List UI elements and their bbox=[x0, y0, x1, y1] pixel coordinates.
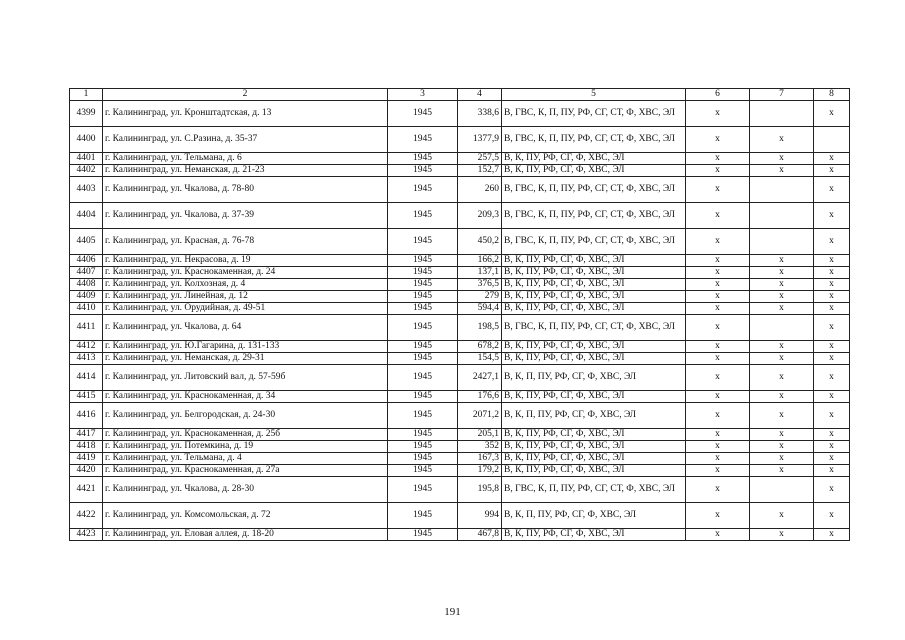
column-header-5: 5 bbox=[502, 89, 686, 101]
address-cell: г. Калининград, ул. Неманская, д. 29-31 bbox=[103, 353, 388, 365]
utilities-cell: В, К, П, ПУ, РФ, СГ, Ф, ХВС, ЭЛ bbox=[502, 503, 686, 529]
table-row bbox=[70, 291, 850, 303]
mark-col-8-cell: x bbox=[814, 391, 850, 403]
column-header-8: 8 bbox=[814, 89, 850, 101]
utilities-cell: В, К, ПУ, РФ, СГ, Ф, ХВС, ЭЛ bbox=[502, 353, 686, 365]
mark-col-7-cell: x bbox=[750, 127, 814, 153]
address-cell: г. Калининград, ул. Линейная, д. 12 bbox=[103, 291, 388, 303]
table-row bbox=[70, 465, 850, 477]
row-number-cell: 4419 bbox=[70, 453, 103, 465]
mark-col-6-cell: x bbox=[686, 153, 750, 165]
year-built-cell: 1945 bbox=[388, 529, 458, 541]
address-cell: г. Калининград, ул. Еловая аллея, д. 18-20 bbox=[103, 529, 388, 541]
mark-col-8-cell: x bbox=[814, 267, 850, 279]
address-cell: г. Калининград, ул. Краснокаменная, д. 34 bbox=[103, 391, 388, 403]
mark-col-6-cell: x bbox=[686, 279, 750, 291]
row-number-cell: 4409 bbox=[70, 291, 103, 303]
row-number-cell: 4417 bbox=[70, 429, 103, 441]
address-cell: г. Калининград, ул. Чкалова, д. 37-39 bbox=[103, 203, 388, 229]
mark-col-8-cell: x bbox=[814, 503, 850, 529]
mark-col-6-cell: x bbox=[686, 529, 750, 541]
row-number-cell: 4414 bbox=[70, 365, 103, 391]
column-header-1: 1 bbox=[70, 89, 103, 101]
row-number-cell: 4423 bbox=[70, 529, 103, 541]
table-row bbox=[70, 177, 850, 203]
row-number-cell: 4399 bbox=[70, 101, 103, 127]
mark-col-8-cell bbox=[814, 127, 850, 153]
table-row bbox=[70, 303, 850, 315]
table-row bbox=[70, 267, 850, 279]
year-built-cell: 1945 bbox=[388, 315, 458, 341]
row-number-cell: 4410 bbox=[70, 303, 103, 315]
mark-col-8-cell: x bbox=[814, 279, 850, 291]
mark-col-7-cell bbox=[750, 101, 814, 127]
table-row bbox=[70, 165, 850, 177]
mark-col-8-cell: x bbox=[814, 441, 850, 453]
address-cell: г. Калининград, ул. Кронштадтская, д. 13 bbox=[103, 101, 388, 127]
utilities-cell: В, К, ПУ, РФ, СГ, Ф, ХВС, ЭЛ bbox=[502, 279, 686, 291]
table-row bbox=[70, 203, 850, 229]
mark-col-6-cell: x bbox=[686, 477, 750, 503]
mark-col-7-cell: x bbox=[750, 291, 814, 303]
address-cell: г. Калининград, ул. С.Разина, д. 35-37 bbox=[103, 127, 388, 153]
area-cell: 166,2 bbox=[458, 255, 502, 267]
mark-col-8-cell: x bbox=[814, 477, 850, 503]
area-cell: 467,8 bbox=[458, 529, 502, 541]
utilities-cell: В, К, ПУ, РФ, СГ, Ф, ХВС, ЭЛ bbox=[502, 291, 686, 303]
year-built-cell: 1945 bbox=[388, 153, 458, 165]
year-built-cell: 1945 bbox=[388, 229, 458, 255]
mark-col-6-cell: x bbox=[686, 315, 750, 341]
area-cell: 176,6 bbox=[458, 391, 502, 403]
row-number-cell: 4412 bbox=[70, 341, 103, 353]
utilities-cell: В, К, ПУ, РФ, СГ, Ф, ХВС, ЭЛ bbox=[502, 165, 686, 177]
mark-col-8-cell: x bbox=[814, 529, 850, 541]
mark-col-6-cell: x bbox=[686, 341, 750, 353]
mark-col-8-cell: x bbox=[814, 291, 850, 303]
mark-col-6-cell: x bbox=[686, 503, 750, 529]
mark-col-8-cell: x bbox=[814, 229, 850, 255]
mark-col-6-cell: x bbox=[686, 453, 750, 465]
row-number-cell: 4418 bbox=[70, 441, 103, 453]
row-number-cell: 4407 bbox=[70, 267, 103, 279]
mark-col-6-cell: x bbox=[686, 465, 750, 477]
row-number-cell: 4415 bbox=[70, 391, 103, 403]
mark-col-8-cell: x bbox=[814, 341, 850, 353]
address-cell: г. Калининград, ул. Краснокаменная, д. 25б bbox=[103, 429, 388, 441]
utilities-cell: В, К, ПУ, РФ, СГ, Ф, ХВС, ЭЛ bbox=[502, 429, 686, 441]
area-cell: 209,3 bbox=[458, 203, 502, 229]
year-built-cell: 1945 bbox=[388, 503, 458, 529]
table-row bbox=[70, 441, 850, 453]
mark-col-8-cell: x bbox=[814, 429, 850, 441]
area-cell: 338,6 bbox=[458, 101, 502, 127]
mark-col-6-cell: x bbox=[686, 165, 750, 177]
mark-col-7-cell: x bbox=[750, 529, 814, 541]
table-header-row bbox=[70, 89, 850, 101]
mark-col-7-cell: x bbox=[750, 353, 814, 365]
mark-col-7-cell bbox=[750, 203, 814, 229]
year-built-cell: 1945 bbox=[388, 465, 458, 477]
year-built-cell: 1945 bbox=[388, 441, 458, 453]
year-built-cell: 1945 bbox=[388, 267, 458, 279]
mark-col-8-cell: x bbox=[814, 101, 850, 127]
mark-col-6-cell: x bbox=[686, 127, 750, 153]
address-cell: г. Калининград, ул. Белгородская, д. 24-30 bbox=[103, 403, 388, 429]
utilities-cell: В, ГВС, К, П, ПУ, РФ, СГ, СТ, Ф, ХВС, ЭЛ bbox=[502, 315, 686, 341]
mark-col-7-cell: x bbox=[750, 441, 814, 453]
area-cell: 205,1 bbox=[458, 429, 502, 441]
table-row bbox=[70, 101, 850, 127]
table-row bbox=[70, 391, 850, 403]
mark-col-6-cell: x bbox=[686, 429, 750, 441]
mark-col-6-cell: x bbox=[686, 403, 750, 429]
column-header-6: 6 bbox=[686, 89, 750, 101]
row-number-cell: 4402 bbox=[70, 165, 103, 177]
mark-col-7-cell: x bbox=[750, 465, 814, 477]
address-cell: г. Калининград, ул. Литовский вал, д. 57-59б bbox=[103, 365, 388, 391]
mark-col-6-cell: x bbox=[686, 391, 750, 403]
column-header-4: 4 bbox=[458, 89, 502, 101]
row-number-cell: 4420 bbox=[70, 465, 103, 477]
mark-col-7-cell: x bbox=[750, 267, 814, 279]
utilities-cell: В, ГВС, К, П, ПУ, РФ, СГ, СТ, Ф, ХВС, ЭЛ bbox=[502, 229, 686, 255]
utilities-cell: В, ГВС, К, П, ПУ, РФ, СГ, СТ, Ф, ХВС, ЭЛ bbox=[502, 203, 686, 229]
area-cell: 994 bbox=[458, 503, 502, 529]
table-row bbox=[70, 529, 850, 541]
area-cell: 152,7 bbox=[458, 165, 502, 177]
column-header-2: 2 bbox=[103, 89, 388, 101]
mark-col-6-cell: x bbox=[686, 365, 750, 391]
mark-col-7-cell: x bbox=[750, 153, 814, 165]
year-built-cell: 1945 bbox=[388, 429, 458, 441]
mark-col-7-cell bbox=[750, 177, 814, 203]
row-number-cell: 4403 bbox=[70, 177, 103, 203]
mark-col-8-cell: x bbox=[814, 255, 850, 267]
housing-register-table bbox=[69, 88, 850, 541]
mark-col-8-cell: x bbox=[814, 153, 850, 165]
row-number-cell: 4413 bbox=[70, 353, 103, 365]
utilities-cell: В, К, ПУ, РФ, СГ, Ф, ХВС, ЭЛ bbox=[502, 341, 686, 353]
address-cell: г. Калининград, ул. Колхозная, д. 4 bbox=[103, 279, 388, 291]
address-cell: г. Калининград, ул. Тельмана, д. 6 bbox=[103, 153, 388, 165]
year-built-cell: 1945 bbox=[388, 255, 458, 267]
mark-col-7-cell: x bbox=[750, 279, 814, 291]
row-number-cell: 4421 bbox=[70, 477, 103, 503]
column-header-7: 7 bbox=[750, 89, 814, 101]
address-cell: г. Калининград, ул. Краснокаменная, д. 24 bbox=[103, 267, 388, 279]
table-row bbox=[70, 229, 850, 255]
mark-col-8-cell: x bbox=[814, 165, 850, 177]
mark-col-6-cell: x bbox=[686, 101, 750, 127]
year-built-cell: 1945 bbox=[388, 365, 458, 391]
mark-col-6-cell: x bbox=[686, 229, 750, 255]
year-built-cell: 1945 bbox=[388, 403, 458, 429]
area-cell: 594,4 bbox=[458, 303, 502, 315]
row-number-cell: 4401 bbox=[70, 153, 103, 165]
utilities-cell: В, ГВС, К, П, ПУ, РФ, СГ, СТ, Ф, ХВС, ЭЛ bbox=[502, 127, 686, 153]
area-cell: 154,5 bbox=[458, 353, 502, 365]
table-row bbox=[70, 365, 850, 391]
utilities-cell: В, К, ПУ, РФ, СГ, Ф, ХВС, ЭЛ bbox=[502, 391, 686, 403]
address-cell: г. Калининград, ул. Тельмана, д. 4 bbox=[103, 453, 388, 465]
year-built-cell: 1945 bbox=[388, 303, 458, 315]
utilities-cell: В, К, ПУ, РФ, СГ, Ф, ХВС, ЭЛ bbox=[502, 267, 686, 279]
utilities-cell: В, К, ПУ, РФ, СГ, Ф, ХВС, ЭЛ bbox=[502, 529, 686, 541]
mark-col-8-cell: x bbox=[814, 315, 850, 341]
address-cell: г. Калининград, ул. Орудийная, д. 49-51 bbox=[103, 303, 388, 315]
mark-col-7-cell: x bbox=[750, 365, 814, 391]
area-cell: 352 bbox=[458, 441, 502, 453]
address-cell: г. Калининград, ул. Ю.Гагарина, д. 131-133 bbox=[103, 341, 388, 353]
address-cell: г. Калининград, ул. Потемкина, д. 19 bbox=[103, 441, 388, 453]
row-number-cell: 4411 bbox=[70, 315, 103, 341]
mark-col-8-cell: x bbox=[814, 203, 850, 229]
area-cell: 376,5 bbox=[458, 279, 502, 291]
mark-col-6-cell: x bbox=[686, 441, 750, 453]
area-cell: 198,5 bbox=[458, 315, 502, 341]
mark-col-7-cell: x bbox=[750, 165, 814, 177]
area-cell: 279 bbox=[458, 291, 502, 303]
row-number-cell: 4416 bbox=[70, 403, 103, 429]
row-number-cell: 4422 bbox=[70, 503, 103, 529]
utilities-cell: В, К, ПУ, РФ, СГ, Ф, ХВС, ЭЛ bbox=[502, 465, 686, 477]
utilities-cell: В, К, ПУ, РФ, СГ, Ф, ХВС, ЭЛ bbox=[502, 255, 686, 267]
year-built-cell: 1945 bbox=[388, 203, 458, 229]
utilities-cell: В, ГВС, К, П, ПУ, РФ, СГ, СТ, Ф, ХВС, ЭЛ bbox=[502, 101, 686, 127]
utilities-cell: В, К, ПУ, РФ, СГ, Ф, ХВС, ЭЛ bbox=[502, 303, 686, 315]
table-row bbox=[70, 477, 850, 503]
page-number: 191 bbox=[444, 606, 461, 618]
year-built-cell: 1945 bbox=[388, 127, 458, 153]
table-row bbox=[70, 403, 850, 429]
table-row bbox=[70, 255, 850, 267]
utilities-cell: В, ГВС, К, П, ПУ, РФ, СГ, СТ, Ф, ХВС, ЭЛ bbox=[502, 477, 686, 503]
area-cell: 195,8 bbox=[458, 477, 502, 503]
table-row bbox=[70, 127, 850, 153]
area-cell: 2071,2 bbox=[458, 403, 502, 429]
mark-col-7-cell: x bbox=[750, 453, 814, 465]
mark-col-6-cell: x bbox=[686, 353, 750, 365]
address-cell: г. Калининград, ул. Комсомольская, д. 72 bbox=[103, 503, 388, 529]
mark-col-6-cell: x bbox=[686, 291, 750, 303]
address-cell: г. Калининград, ул. Чкалова, д. 78-80 bbox=[103, 177, 388, 203]
table-body bbox=[70, 101, 850, 541]
mark-col-6-cell: x bbox=[686, 203, 750, 229]
mark-col-7-cell bbox=[750, 315, 814, 341]
year-built-cell: 1945 bbox=[388, 477, 458, 503]
year-built-cell: 1945 bbox=[388, 391, 458, 403]
mark-col-7-cell bbox=[750, 229, 814, 255]
table-row bbox=[70, 315, 850, 341]
area-cell: 450,2 bbox=[458, 229, 502, 255]
year-built-cell: 1945 bbox=[388, 341, 458, 353]
mark-col-6-cell: x bbox=[686, 267, 750, 279]
area-cell: 2427,1 bbox=[458, 365, 502, 391]
address-cell: г. Калининград, ул. Чкалова, д. 64 bbox=[103, 315, 388, 341]
row-number-cell: 4405 bbox=[70, 229, 103, 255]
row-number-cell: 4404 bbox=[70, 203, 103, 229]
area-cell: 1377,9 bbox=[458, 127, 502, 153]
mark-col-8-cell: x bbox=[814, 353, 850, 365]
address-cell: г. Калининград, ул. Краснокаменная, д. 27а bbox=[103, 465, 388, 477]
table-row bbox=[70, 341, 850, 353]
year-built-cell: 1945 bbox=[388, 165, 458, 177]
table-row bbox=[70, 453, 850, 465]
utilities-cell: В, К, ПУ, РФ, СГ, Ф, ХВС, ЭЛ bbox=[502, 153, 686, 165]
area-cell: 260 bbox=[458, 177, 502, 203]
address-cell: г. Калининград, ул. Неманская, д. 21-23 bbox=[103, 165, 388, 177]
area-cell: 137,1 bbox=[458, 267, 502, 279]
utilities-cell: В, К, ПУ, РФ, СГ, Ф, ХВС, ЭЛ bbox=[502, 453, 686, 465]
address-cell: г. Калининград, ул. Некрасова, д. 19 bbox=[103, 255, 388, 267]
row-number-cell: 4408 bbox=[70, 279, 103, 291]
mark-col-8-cell: x bbox=[814, 365, 850, 391]
table-row bbox=[70, 429, 850, 441]
table-row bbox=[70, 353, 850, 365]
year-built-cell: 1945 bbox=[388, 291, 458, 303]
mark-col-8-cell: x bbox=[814, 453, 850, 465]
row-number-cell: 4406 bbox=[70, 255, 103, 267]
area-cell: 179,2 bbox=[458, 465, 502, 477]
year-built-cell: 1945 bbox=[388, 453, 458, 465]
mark-col-7-cell: x bbox=[750, 303, 814, 315]
mark-col-7-cell: x bbox=[750, 391, 814, 403]
table-row bbox=[70, 153, 850, 165]
mark-col-7-cell: x bbox=[750, 503, 814, 529]
year-built-cell: 1945 bbox=[388, 101, 458, 127]
mark-col-6-cell: x bbox=[686, 255, 750, 267]
mark-col-7-cell: x bbox=[750, 255, 814, 267]
mark-col-7-cell bbox=[750, 477, 814, 503]
table-row bbox=[70, 279, 850, 291]
year-built-cell: 1945 bbox=[388, 279, 458, 291]
year-built-cell: 1945 bbox=[388, 353, 458, 365]
mark-col-8-cell: x bbox=[814, 465, 850, 477]
utilities-cell: В, ГВС, К, П, ПУ, РФ, СГ, СТ, Ф, ХВС, ЭЛ bbox=[502, 177, 686, 203]
column-header-3: 3 bbox=[388, 89, 458, 101]
mark-col-6-cell: x bbox=[686, 303, 750, 315]
utilities-cell: В, К, П, ПУ, РФ, СГ, Ф, ХВС, ЭЛ bbox=[502, 403, 686, 429]
mark-col-7-cell: x bbox=[750, 403, 814, 429]
area-cell: 257,5 bbox=[458, 153, 502, 165]
mark-col-8-cell: x bbox=[814, 403, 850, 429]
mark-col-7-cell: x bbox=[750, 341, 814, 353]
area-cell: 678,2 bbox=[458, 341, 502, 353]
address-cell: г. Калининград, ул. Красная, д. 76-78 bbox=[103, 229, 388, 255]
utilities-cell: В, К, П, ПУ, РФ, СГ, Ф, ХВС, ЭЛ bbox=[502, 365, 686, 391]
address-cell: г. Калининград, ул. Чкалова, д. 28-30 bbox=[103, 477, 388, 503]
mark-col-7-cell: x bbox=[750, 429, 814, 441]
utilities-cell: В, К, ПУ, РФ, СГ, Ф, ХВС, ЭЛ bbox=[502, 441, 686, 453]
table-row bbox=[70, 503, 850, 529]
year-built-cell: 1945 bbox=[388, 177, 458, 203]
row-number-cell: 4400 bbox=[70, 127, 103, 153]
mark-col-8-cell: x bbox=[814, 177, 850, 203]
mark-col-8-cell: x bbox=[814, 303, 850, 315]
area-cell: 167,3 bbox=[458, 453, 502, 465]
mark-col-6-cell: x bbox=[686, 177, 750, 203]
